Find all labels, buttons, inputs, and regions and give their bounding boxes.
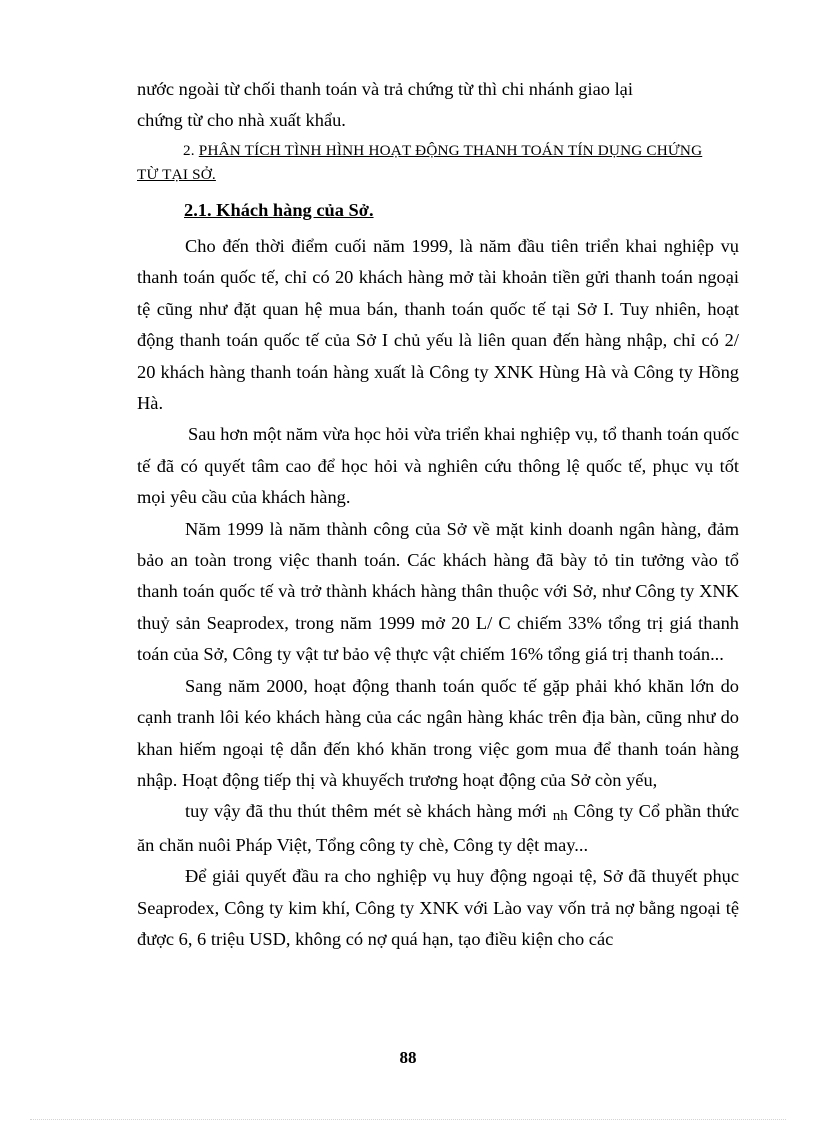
intro-line-2: chứng từ cho nhà xuất khẩu. (137, 110, 346, 131)
paragraph-1: Cho đến thời điểm cuối năm 1999, là năm đầu tiên triển khai nghiệp vụ thanh toán quốc tế, chỉ có 20 khách hàng mở tài khoản tiền gửi thanh toán ngoại tệ cũng như đặt quan hệ mua bán, thanh toán quốc tế tại Sở I. Tuy nhiên, hoạt động thanh toán quốc tế của Sở I chủ yếu là liên quan đến hàng nhập, chỉ có 2/ 20 khách hàng thanh toán hàng xuất là Công ty XNK Hùng Hà và Công ty Hồng Hà. (137, 236, 739, 414)
page-bottom-divider (30, 1119, 786, 1120)
paragraph-4: Sang năm 2000, hoạt động thanh toán quốc tế gặp phải khó khăn lớn do cạnh tranh lôi kéo khách hàng của các ngân hàng khác trên địa bàn, cũng như do khan hiếm ngoại tệ dẫn đến khó khăn trong việc gom mua để thanh toán hàng nhập. Hoạt động tiếp thị và khuyếch trương hoạt động của Sở còn yếu, (137, 675, 739, 790)
intro-line-1: nước ngoài từ chối thanh toán và trả chứng từ thì chi nhánh giao lại (137, 79, 633, 99)
page-number: 88 (399, 1048, 417, 1067)
paragraph-5-before: tuy vậy đã thu thút thêm mét sè khách hàng mới (185, 801, 547, 822)
section-number: 2. (183, 142, 195, 159)
paragraph-6: Để giải quyết đầu ra cho nghiệp vụ huy động ngoại tệ, Sở đã thuyết phục Seaprodex, Công ty kim khí, Công ty XNK với Lào vay vốn trả nợ bằng ngoại tệ được 6, 6 triệu USD, không có nợ quá hạn, tạo điều kiện cho các (137, 866, 739, 949)
intro-text (137, 74, 739, 137)
section-heading (137, 139, 743, 187)
body-text (137, 231, 739, 955)
section-title-line-1: PHÂN TÍCH TÌNH HÌNH HOẠT ĐỘNG THANH TOÁN TÍN DỤNG CHỨNG (198, 142, 703, 159)
subsection-heading: 2.1. Khách hàng của Sở. (184, 200, 374, 220)
paragraph-5-inline-fragment: nh (552, 808, 568, 825)
paragraph-5 (137, 796, 739, 861)
paragraph-5-after: Công ty Cổ phần thức ăn chăn nuôi Pháp Việt, Tổng công ty chè, Công ty dệt may... (137, 801, 739, 855)
section-title-line-2: TỪ TẠI SỞ. (137, 166, 216, 183)
paragraph-3: Năm 1999 là năm thành công của Sở về mặt kinh doanh ngân hàng, đảm bảo an toàn trong việc thanh toán. Các khách hàng đã bày tỏ tin tưởng vào tổ thanh toán quốc tế và trở thành khách hàng thân thuộc với Sở, như Công ty XNK thuỷ sản Seaprodex, trong năm 1999 mở 20 L/ C chiếm 33% tổng trị giá thanh toán của Sở, Công ty vật tư bảo vệ thực vật chiếm 16% tổng giá trị thanh toán... (137, 518, 739, 665)
paragraph-2: Sau hơn một năm vừa học hỏi vừa triển khai nghiệp vụ, tổ thanh toán quốc tế đã có quyết tâm cao để học hỏi và nghiên cứu thông lệ quốc tế, phục vụ tốt mọi yêu cầu của khách hàng. (137, 424, 739, 508)
